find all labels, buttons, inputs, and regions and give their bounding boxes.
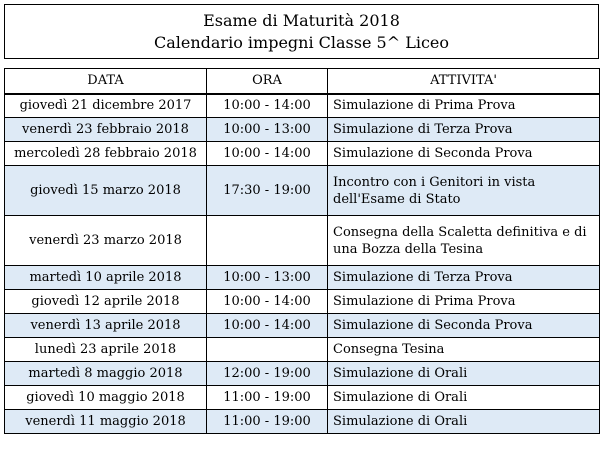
cell-time: 10:00 - 14:00 [207, 314, 328, 338]
cell-activity: Simulazione di Seconda Prova [328, 142, 600, 166]
cell-time: 12:00 - 19:00 [207, 362, 328, 386]
cell-time: 11:00 - 19:00 [207, 386, 328, 410]
cell-time [207, 338, 328, 362]
column-header-date: DATA [5, 69, 207, 94]
cell-time: 10:00 - 13:00 [207, 266, 328, 290]
cell-activity: Simulazione di Orali [328, 410, 600, 434]
cell-time: 17:30 - 19:00 [207, 166, 328, 216]
cell-activity: Simulazione di Prima Prova [328, 94, 600, 118]
cell-activity: Simulazione di Prima Prova [328, 290, 600, 314]
table-row [5, 94, 600, 118]
table-row [5, 410, 600, 434]
cell-date: mercoledì 28 febbraio 2018 [5, 142, 207, 166]
cell-activity: Simulazione di Terza Prova [328, 266, 600, 290]
table-row [5, 266, 600, 290]
cell-date: venerdì 11 maggio 2018 [5, 410, 207, 434]
cell-time: 10:00 - 14:00 [207, 290, 328, 314]
cell-date: venerdì 13 aprile 2018 [5, 314, 207, 338]
cell-activity: Simulazione di Orali [328, 386, 600, 410]
table-row [5, 166, 600, 216]
document-subtitle: Calendario impegni Classe 5^ Liceo [153, 32, 450, 52]
cell-date: martedì 8 maggio 2018 [5, 362, 207, 386]
column-header-activity: ATTIVITA' [328, 69, 600, 94]
cell-time: 10:00 - 14:00 [207, 94, 328, 118]
cell-time: 11:00 - 19:00 [207, 410, 328, 434]
cell-activity: Consegna della Scaletta definitiva e di una Bozza della Tesina [328, 216, 600, 266]
cell-activity: Simulazione di Terza Prova [328, 118, 600, 142]
table-row [5, 362, 600, 386]
table-header-row [5, 69, 600, 94]
cell-date: venerdì 23 marzo 2018 [5, 216, 207, 266]
cell-activity: Incontro con i Genitori in vista dell'Esame di Stato [328, 166, 600, 216]
cell-date: giovedì 12 aprile 2018 [5, 290, 207, 314]
cell-date: giovedì 15 marzo 2018 [5, 166, 207, 216]
cell-date: lunedì 23 aprile 2018 [5, 338, 207, 362]
cell-date: giovedì 21 dicembre 2017 [5, 94, 207, 118]
cell-time [207, 216, 328, 266]
cell-date: venerdì 23 febbraio 2018 [5, 118, 207, 142]
cell-time: 10:00 - 13:00 [207, 118, 328, 142]
table-row [5, 314, 600, 338]
table-row [5, 386, 600, 410]
table-row [5, 216, 600, 266]
table-row [5, 118, 600, 142]
cell-date: giovedì 10 maggio 2018 [5, 386, 207, 410]
document-title-box [4, 4, 599, 59]
cell-activity: Simulazione di Seconda Prova [328, 314, 600, 338]
column-header-time: ORA [207, 69, 328, 94]
table-row [5, 290, 600, 314]
document-title: Esame di Maturità 2018 [203, 10, 400, 30]
cell-time: 10:00 - 14:00 [207, 142, 328, 166]
cell-activity: Simulazione di Orali [328, 362, 600, 386]
table-row [5, 142, 600, 166]
cell-date: martedì 10 aprile 2018 [5, 266, 207, 290]
schedule-table [4, 68, 600, 434]
table-row [5, 338, 600, 362]
cell-activity: Consegna Tesina [328, 338, 600, 362]
